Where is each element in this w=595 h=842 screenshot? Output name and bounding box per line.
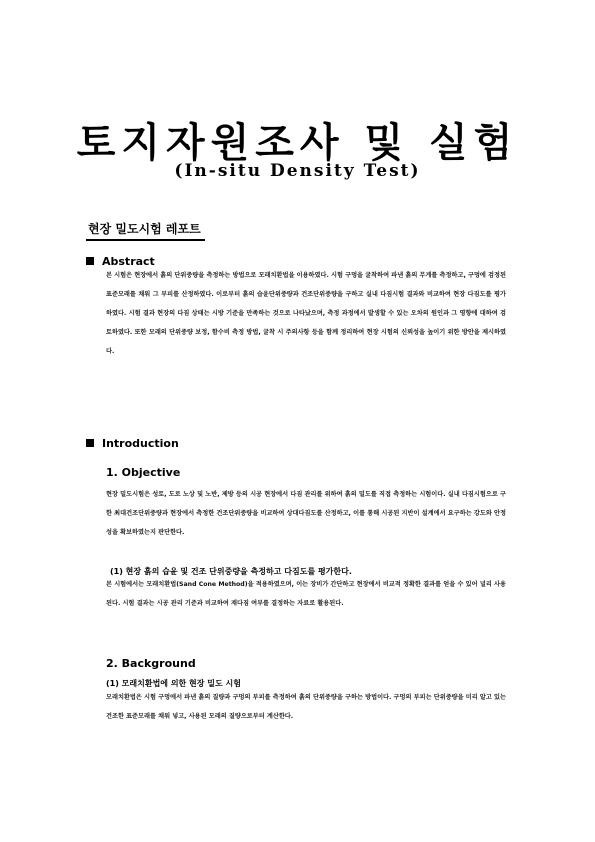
abstract-paragraph: 본 시험은 현장에서 흙의 단위중량을 측정하는 방법으로 모래치환법을 이용하였다. 시험 구멍을 굴착하여 파낸 흙의 무게를 측정하고, 구멍에 검정된 표준모래를 채워 그 부피를 산정하였다. 이로부터 흙의 습윤단위중량과 건조단위중량을 구하고 실내 다짐시험 결과와 비교하여 현장 다짐도를 평가하였다. 시험 결과 현장의 다짐 상태는 시방 기준을 만족하는 것으로 나타났으며, 측정 과정에서 발생할 수 있는 오차의 원인과 그 영향에 대하여 검토하였다. 또한 모래의 단위중량 보정, 함수비 측정 방법, 굴착 시 주의사항 등을 함께 정리하여 현장 시험의 신뢰성을 높이기 위한 방안을 제시하였다. xyxy=(106,272,506,355)
abstract-heading-label: Abstract xyxy=(102,255,155,268)
background-list-item: (1) 모래치환법에 의한 현장 밀도 시험 xyxy=(106,679,241,688)
square-bullet-icon xyxy=(86,257,94,265)
background-heading: 2. Background xyxy=(106,657,196,670)
objective-paragraph-2: 본 시험에서는 모래치환법(Sand Cone Method)을 적용하였으며, 이는 장비가 간단하고 현장에서 비교적 정확한 결과를 얻을 수 있어 널리 사용된다. 시험 결과는 시공 관리 기준과 비교하여 재다짐 여부를 결정하는 자료로 활용된다. xyxy=(106,581,506,607)
objective-heading: 1. Objective xyxy=(106,466,181,479)
document-title: 토지자원조사 및 실험 xyxy=(76,119,519,166)
introduction-heading xyxy=(86,437,179,450)
objective-paragraph-1: 현장 밀도시험은 성토, 도로 노상 및 노반, 제방 등의 시공 현장에서 다짐 관리를 위하여 흙의 밀도를 직접 측정하는 시험이다. 실내 다짐시험으로 구한 최대건조단위중량과 현장에서 측정한 건조단위중량을 비교하여 상대다짐도를 산정하고, 이를 통해 시공된 지반이 설계에서 요구하는 강도와 안정성을 확보하였는지 판단한다. xyxy=(106,491,506,536)
document-subtitle: (In-situ Density Test) xyxy=(174,161,421,181)
square-bullet-icon xyxy=(86,439,94,447)
introduction-heading-label: Introduction xyxy=(102,437,179,450)
background-paragraph: 모래치환법은 시험 구멍에서 파낸 흙의 질량과 구멍의 부피를 측정하여 흙의 단위중량을 구하는 방법이다. 구멍의 부피는 단위중량을 미리 알고 있는 건조한 표준모래를 채워 넣고, 사용된 모래의 질량으로부터 계산한다. xyxy=(106,694,506,720)
objective-list-item: (1) 현장 흙의 습윤 및 건조 단위중량을 측정하고 다짐도를 평가한다. xyxy=(110,567,352,576)
report-label: 현장 밀도시험 레포트 xyxy=(86,222,205,241)
